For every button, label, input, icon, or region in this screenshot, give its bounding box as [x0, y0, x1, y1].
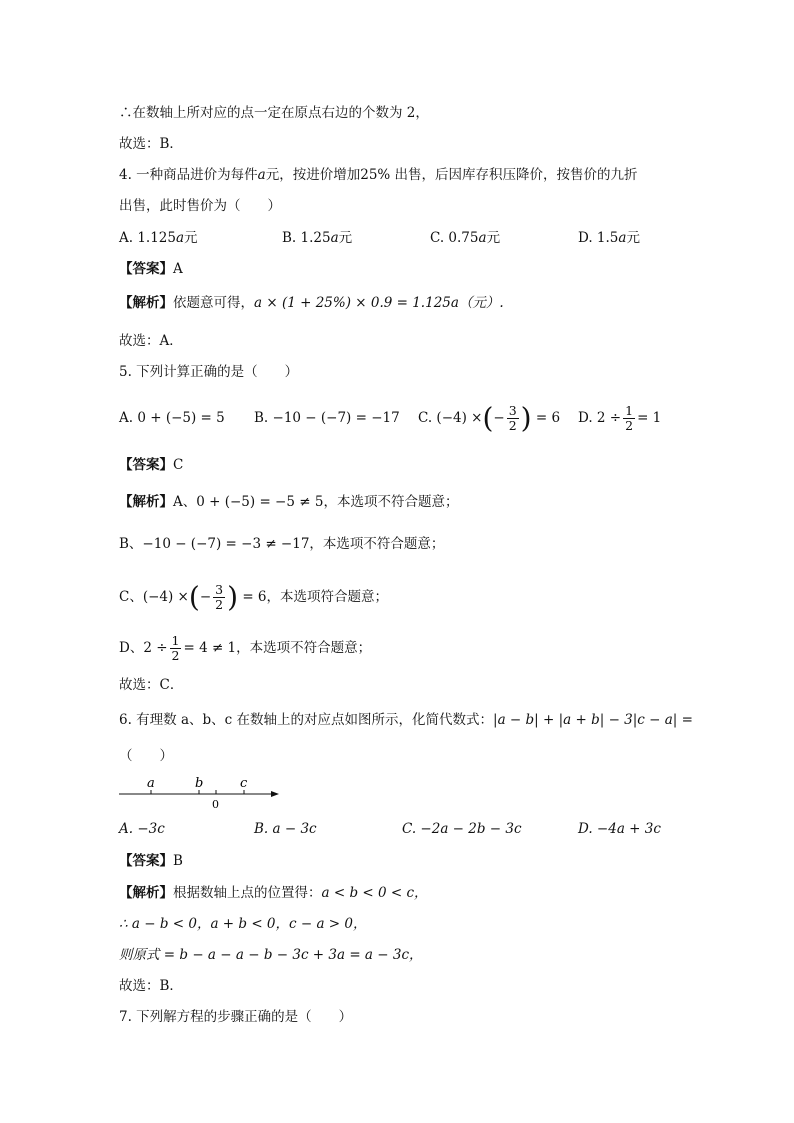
q4-option-c: C. 0.75a元 — [430, 230, 501, 246]
q4-analysis: 【解析】依题意可得，a × (1 + 25%) × 0.9 = 1.125a（元）. — [119, 295, 504, 311]
number-line-arrow — [271, 791, 279, 797]
q5-option-a: A. 0 + (−5) = 5 — [119, 410, 225, 426]
q4-stem-part2: 元，按进价增加25% 出售，后因库存积压降价，按售价的九折 — [265, 167, 638, 183]
q4-option-a: A. 1.125a元 — [119, 230, 198, 246]
q5-analysis-c: C、(−4) ×(− $\frac{3}{2}$ ) = 6，本选项符合题意； — [119, 580, 389, 614]
q6-answer: 【答案】B — [119, 853, 183, 869]
label-a: a — [147, 776, 155, 791]
text-line: 故选：B． — [119, 136, 183, 152]
fraction: $\frac{1}{2}$ — [171, 633, 180, 663]
q5-option-b: B. −10 − (−7) = −17 — [254, 410, 400, 426]
q6-analysis-line2: ∴ a − b < 0，a + b < 0，c − a > 0， — [119, 916, 367, 932]
fraction: $\frac{3}{2}$ — [508, 403, 517, 433]
q6-option-d: D. −4a + 3c — [578, 821, 661, 837]
question-7-stem: 7. 下列解方程的步骤正确的是（ ） — [119, 1009, 353, 1025]
label-b: b — [195, 776, 204, 791]
fraction: $\frac{1}{2}$ — [625, 403, 634, 433]
q6-expression: |a − b| + |a + b| − 3|c − a| = — [493, 712, 693, 728]
q4-var-a: a — [257, 167, 266, 183]
q4-answer: 【答案】A — [119, 261, 183, 277]
label-zero: 0 — [212, 798, 219, 811]
q4-option-b: B. 1.25a元 — [282, 230, 353, 246]
q5-answer: 【答案】C — [119, 457, 184, 473]
q6-option-a: A. −3c — [119, 821, 165, 837]
q5-option-d: D. 2 ÷ $\frac{1}{2}$ = 1 — [578, 403, 662, 433]
q6-choose: 故选：B． — [119, 978, 183, 994]
q6-analysis: 【解析】根据数轴上点的位置得：a < b < 0 < c， — [119, 885, 428, 901]
question-4-stem-line2: 出售，此时售价为（ ） — [119, 198, 281, 214]
label-c: c — [240, 776, 248, 791]
q6-option-c: C. −2a − 2b − 3c — [402, 821, 522, 837]
q5-analysis-d: D、2 ÷ $\frac{1}{2}$ = 4 ≠ 1，本选项不符合题意； — [119, 633, 372, 663]
q5-option-c: C. (−4) ×(− $\frac{3}{2}$ ) = 6 — [418, 401, 561, 435]
q4-choose: 故选：A． — [119, 333, 183, 349]
q5-analysis-b: B、−10 − (−7) = −3 ≠ −17，本选项不符合题意； — [119, 536, 445, 552]
q5-choose: 故选：C． — [119, 677, 184, 693]
question-6-stem: 6. 有理数 a、b、c 在数轴上的对应点如图所示，化简代数式：|a − b| + |a + b| − 3|c − a| = — [119, 712, 693, 728]
question-4-stem — [119, 166, 638, 184]
q6-option-b: B. a − 3c — [254, 821, 317, 837]
q6-analysis-line3: 则原式 = b − a − a − b − 3c + 3a = a − 3c， — [119, 947, 423, 963]
q4-option-d: D. 1.5a元 — [578, 230, 640, 246]
q6-paren: （ ） — [119, 748, 173, 764]
question-5-stem: 5. 下列计算正确的是（ ） — [119, 364, 299, 380]
q4-stem-part1: 4. 一种商品进价为每件 — [119, 167, 258, 183]
text-line: ∴在数轴上所对应的点一定在原点右边的个数为 2， — [119, 105, 429, 121]
number-line-figure — [115, 772, 285, 812]
q5-analysis-a: 【解析】A、0 + (−5) = −5 ≠ 5，本选项不符合题意； — [119, 494, 459, 510]
fraction: $\frac{3}{2}$ — [215, 582, 224, 612]
